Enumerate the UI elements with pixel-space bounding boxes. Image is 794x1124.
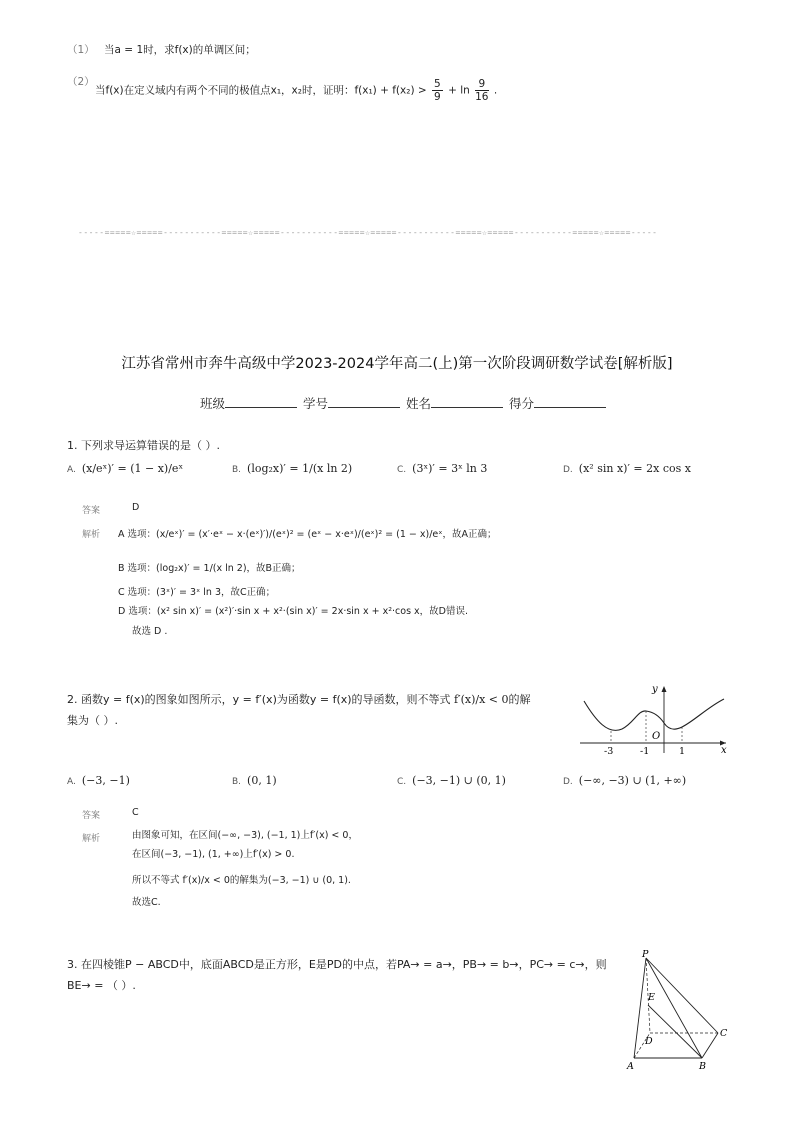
tick-label-minus-1: -1: [640, 746, 650, 755]
point-label-e: E: [648, 992, 655, 1003]
solution-line: 故选C.: [132, 897, 161, 908]
vertex-label-p: P: [642, 949, 649, 960]
question-2-option-a[interactable]: [67, 774, 130, 787]
sub-question-1: [67, 42, 256, 57]
option-label: D.: [563, 777, 573, 787]
field-class-label: 班级: [200, 396, 226, 411]
solution-line: B 选项：(log₂x)′ = 1/(x ln 2)，故B正确；: [118, 563, 301, 574]
question-1-option-a[interactable]: [67, 462, 183, 475]
vertex-label-d: D: [645, 1036, 653, 1047]
fraction-9-16: [475, 78, 488, 103]
question-2-function-graph: [578, 683, 730, 755]
answer-label: 答案: [82, 506, 101, 516]
question-2-option-b[interactable]: [232, 774, 277, 787]
option-label: D.: [563, 465, 573, 475]
question-2-stem-part2: 集为（ ）.: [67, 713, 118, 727]
fraction-denominator: 9: [434, 91, 441, 104]
fraction-denominator: 16: [475, 91, 489, 104]
vertex-label-c: C: [720, 1028, 728, 1039]
option-text: (0, 1): [247, 774, 277, 787]
solution-line: A 选项：(x/eˣ)′ = (x′·eˣ − x·(eˣ)′)/(eˣ)² = (eˣ − x·eˣ)/(eˣ)² = (1 − x)/eˣ，故A正确；: [118, 529, 497, 540]
question-3-stem-part2: BE→ = （ ）.: [67, 978, 136, 992]
field-name-label: 姓名: [406, 396, 432, 411]
segment-be: [648, 1005, 702, 1058]
option-text: (x/eˣ)′ = (1 − x)/eˣ: [81, 462, 184, 475]
question-3-stem: [67, 955, 627, 997]
analysis-label: 解析: [82, 834, 101, 844]
option-text: (3ˣ)′ = 3ˣ ln 3: [412, 462, 488, 475]
tick-label-1: 1: [679, 746, 686, 755]
origin-label: O: [652, 731, 661, 742]
question-1-option-b[interactable]: [232, 462, 352, 475]
solution-line: C 选项：(3ˣ)′ = 3ˣ ln 3，故C正确；: [118, 587, 276, 598]
vertex-label-a: A: [627, 1061, 634, 1072]
field-number-label: 学号: [303, 396, 329, 411]
question-1-option-d[interactable]: [563, 462, 691, 475]
question-2-inequality: f′(x)/x < 0的解: [454, 693, 531, 706]
question-1-option-c[interactable]: [397, 462, 487, 475]
solution-line: 故选 D .: [132, 626, 168, 637]
sub-question-text: 当a = 1时，求f(x)的单调区间；: [104, 44, 256, 56]
field-number-blank[interactable]: [328, 407, 400, 408]
y-axis-label: y: [652, 684, 658, 695]
vertex-label-b: B: [699, 1061, 706, 1072]
sub-question-number: （1）: [67, 44, 95, 56]
x-axis-label: x: [721, 745, 727, 755]
question-2-option-c[interactable]: [397, 774, 506, 787]
field-score-blank[interactable]: [534, 407, 606, 408]
function-curve: [584, 699, 724, 730]
question-2-solution: [132, 829, 632, 910]
y-axis-arrow-icon: [662, 686, 667, 692]
answer-label: 答案: [82, 811, 101, 821]
question-2-option-d[interactable]: [563, 774, 686, 787]
question-3-stem-part1: 3. 在四棱锥P − ABCD中，底面ABCD是正方形，E是PD的中点，若PA→ = a→，PB→ = b→，PC→ = c→，则: [67, 958, 607, 971]
fraction-numerator: 9: [475, 78, 488, 91]
solution-line: 由图象可知，在区间(−∞, −3), (−1, 1)上f′(x) < 0，: [132, 830, 358, 841]
sub-question-2-number-row: [67, 74, 95, 89]
field-name-blank[interactable]: [431, 407, 503, 408]
option-text: (x² sin x)′ = 2x cos x: [578, 462, 691, 475]
edge-bc: [702, 1033, 718, 1058]
option-label: C.: [397, 465, 407, 475]
option-text: (−∞, −3) ∪ (1, +∞): [578, 774, 687, 787]
field-score-label: 得分: [509, 396, 535, 411]
option-text: (log₂x)′ = 1/(x ln 2): [247, 462, 353, 475]
option-text: (−3, −1): [81, 774, 130, 787]
question-2-answer: C: [132, 807, 139, 818]
solution-line: 在区间(−3, −1), (1, +∞)上f′(x) > 0.: [132, 849, 295, 860]
sub-question-2: [95, 78, 497, 103]
solution-line: D 选项：(x² sin x)′ = (x²)′·sin x + x²·(sin x)′ = 2x·sin x + x²·cos x，故D错误.: [118, 606, 468, 617]
fraction-numerator: 5: [434, 78, 441, 90]
question-2-stem: [67, 690, 567, 732]
sub-question-number: （2）: [67, 76, 95, 88]
question-1-answer: D: [132, 502, 140, 513]
plus-ln: + ln: [448, 84, 470, 97]
page-title: 江苏省常州市奔牛高级中学2023-2024学年高二(上)第一次阶段调研数学试卷[解析版]: [121, 356, 673, 372]
option-label: B.: [232, 777, 242, 787]
field-class-blank[interactable]: [225, 407, 297, 408]
question-1-stem: 1. 下列求导运算错误的是（ ）.: [67, 439, 220, 452]
solution-line: 所以不等式 f′(x)/x < 0的解集为(−3, −1) ∪ (0, 1).: [132, 875, 351, 886]
option-label: C.: [397, 777, 407, 787]
option-label: A.: [67, 465, 76, 475]
student-info-fields: [200, 394, 608, 412]
tick-label-minus-3: -3: [604, 746, 614, 755]
option-label: A.: [67, 777, 76, 787]
question-1-solution: [118, 528, 678, 639]
question-3-pyramid-figure: [622, 948, 734, 1072]
question-2-stem-part1: 2. 函数y = f(x)的图象如图所示，y = f′(x)为函数y = f(x)的导函数，则不等式: [67, 693, 451, 706]
section-separator: -----=====☆=====-----------=====☆=====-----------=====☆=====-----------=====☆=====-----------=====☆=====-----: [78, 228, 658, 237]
period: .: [493, 84, 498, 97]
analysis-label: 解析: [82, 530, 101, 540]
option-text: (−3, −1) ∪ (0, 1): [412, 774, 506, 787]
option-label: B.: [232, 465, 242, 475]
sub-question-text: 当f(x)在定义域内有两个不同的极值点x₁，x₂时，证明：f(x₁) + f(x₂) >: [95, 84, 427, 97]
fraction-5-9: [432, 78, 443, 103]
